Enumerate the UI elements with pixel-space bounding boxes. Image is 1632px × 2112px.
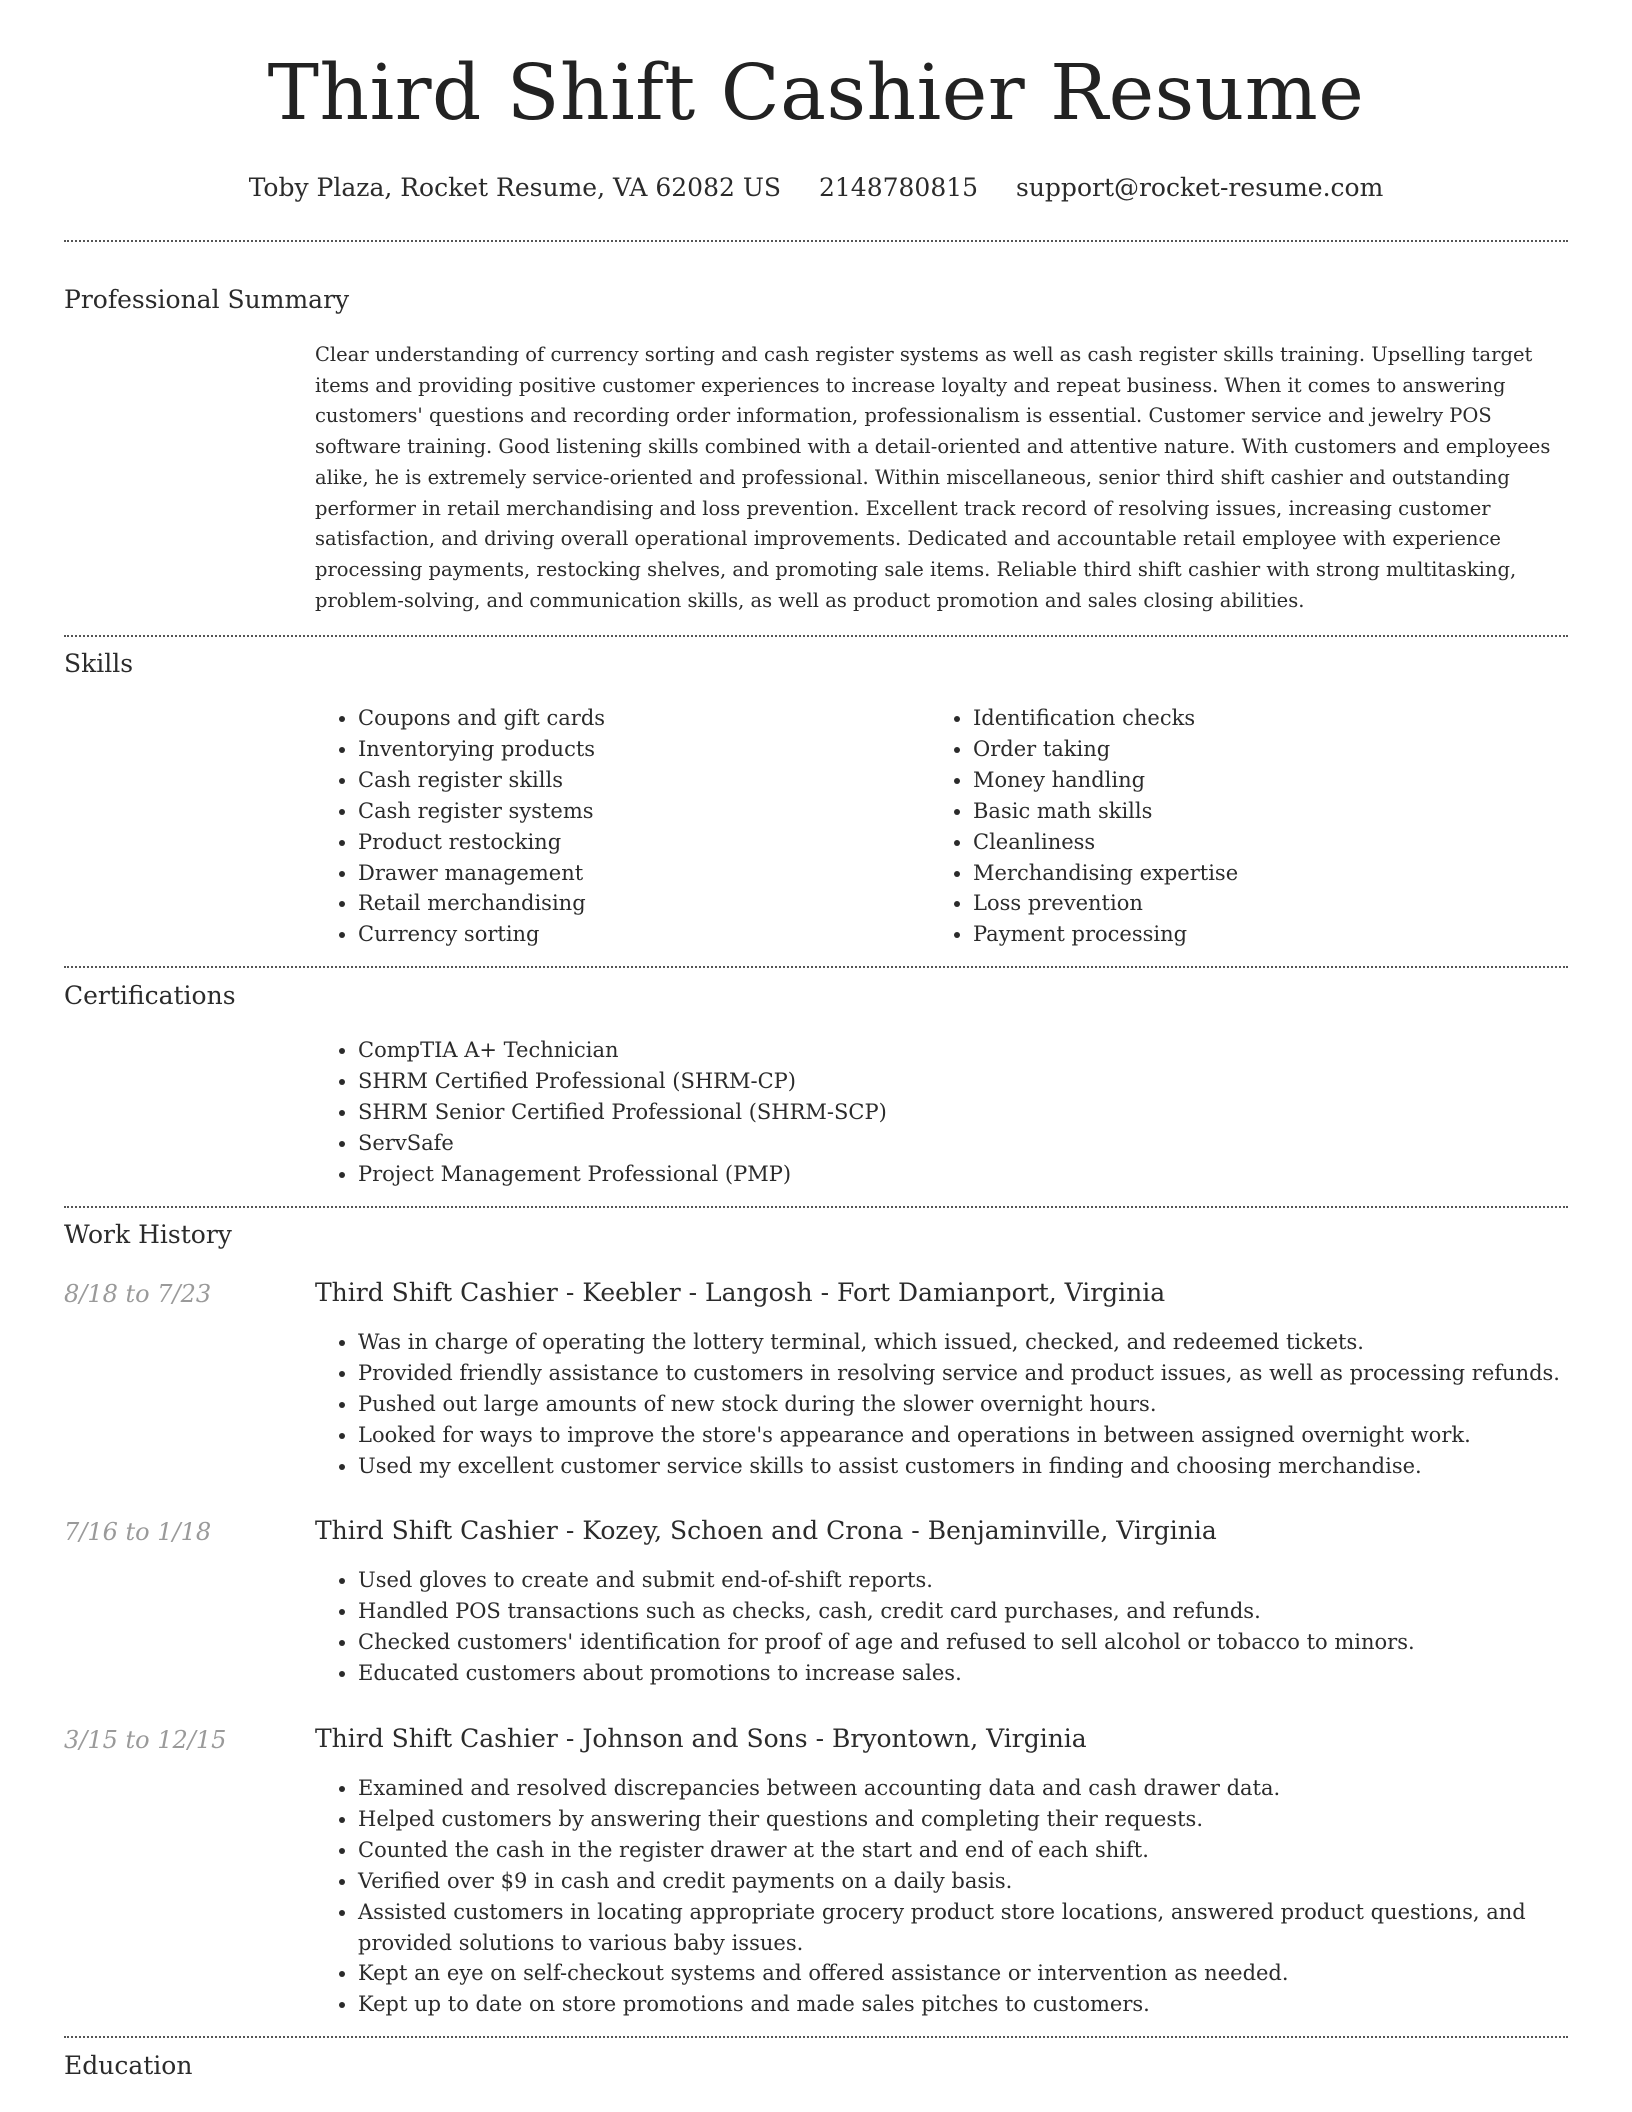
job-dates: 7/16 to 1/18 [64,1518,212,1546]
job-location: Bryontown, Virginia [832,1724,1087,1753]
job-bullet: • Verified over $9 in cash and credit payments on a daily basis. [358,1866,1603,1897]
section-title-work-history: Work History [64,1220,232,1249]
separator: - [565,1278,575,1307]
separator: - [911,1516,920,1545]
summary-text: Clear understanding of currency sorting and cash register systems as well as cash register skills training. Upselling target items and providing positive customer experiences to increase loyalty and repeat business. When it comes to answering customers' questions and recording order information, professionalism is essential. Customer service and jewelry POS software training. Good listening skills combined with a detail-oriented and attentive nature. With customers and employees alike, he is extremely service-oriented and professional. Within miscellaneous, senior third shift cashier and outstanding performer in retail merchandising and loss prevention. Excellent track record of resolving issues, increasing customer satisfaction, and driving overall operational improvements. Dedicated and accountable retail employee with experience processing payments, restocking shelves, and promoting sale items. Reliable third shift cashier with strong multitasking, problem-solving, and communication skills, as well as product promotion and sales closing abilities. [315,343,1551,612]
section-title-skills: Skills [64,649,134,678]
job-company: Keebler - Langosh [582,1278,813,1307]
contact-phone: 2148780815 [818,173,979,202]
skills-list-left [315,703,918,950]
job-bullet: • Checked customers' identification for proof of age and refused to sell alcohol or tobacco to minors. [358,1627,1588,1658]
section-title-summary: Professional Summary [64,285,350,314]
skill-item: • Currency sorting [358,919,918,950]
job-bullet: • Assisted customers in locating appropriate grocery product store locations, answered product questions, and provided solutions to various baby issues. [358,1897,1603,1959]
job-company: Kozey, Schoen and Crona [582,1516,904,1545]
separator: - [565,1724,575,1753]
certification-item: • SHRM Senior Certified Professional (SHRM-SCP) [358,1097,1558,1128]
skill-item: • Coupons and gift cards [358,703,918,734]
divider [64,2036,1568,2038]
divider [64,1206,1568,1208]
job-location: Fort Damianport, Virginia [837,1278,1166,1307]
contact-email: support@rocket-resume.com [1016,173,1384,202]
skills-list-right [930,703,1573,950]
skill-item: • Loss prevention [973,888,1573,919]
job-dates: 3/15 to 12/15 [64,1726,227,1754]
skill-item: • Cleanliness [973,827,1573,858]
certifications-list [315,1035,1558,1190]
job-bullet: • Educated customers about promotions to increase sales. [358,1658,1588,1689]
skill-item: • Drawer management [358,858,918,889]
skill-item: • Cash register skills [358,765,918,796]
job-company: Johnson and Sons [582,1724,808,1753]
divider [64,635,1568,637]
skill-item: • Product restocking [358,827,918,858]
job-heading [315,1515,1217,1547]
job-bullet: • Helped customers by answering their questions and completing their requests. [358,1804,1603,1835]
contact-address: Toby Plaza, Rocket Resume, VA 62082 US [248,173,782,202]
divider [64,240,1568,242]
job-heading [315,1277,1165,1309]
skill-item: • Inventorying products [358,734,918,765]
section-title-certifications: Certifications [64,981,236,1010]
certification-item: • CompTIA A+ Technician [358,1035,1558,1066]
job-bullet: • Kept up to date on store promotions and made sales pitches to customers. [358,1989,1603,2020]
job-bullet: • Kept an eye on self-checkout systems and offered assistance or intervention as needed. [358,1958,1603,1989]
job-bullet: • Used gloves to create and submit end-of-shift reports. [358,1565,1588,1596]
job-bullets [315,1565,1588,1689]
job-bullets [315,1773,1603,2020]
separator: - [815,1724,825,1753]
certification-item: • ServSafe [358,1128,1558,1159]
skill-item: • Payment processing [973,919,1573,950]
contact-line [0,171,1632,205]
skill-item: • Merchandising expertise [973,858,1573,889]
skill-item: • Money handling [973,765,1573,796]
job-heading [315,1723,1087,1755]
divider [64,966,1568,968]
job-bullet: • Provided friendly assistance to customers in resolving service and product issues, as well as processing refunds. [358,1358,1588,1389]
job-location: Benjaminville, Virginia [927,1516,1217,1545]
job-title: Third Shift Cashier [315,1724,558,1753]
section-title-education: Education [64,2051,193,2080]
job-bullet: • Pushed out large amounts of new stock during the slower overnight hours. [358,1389,1588,1420]
job-bullets [315,1327,1588,1482]
job-bullet: • Was in charge of operating the lottery terminal, which issued, checked, and redeemed tickets. [358,1327,1588,1358]
certification-item: • Project Management Professional (PMP) [358,1159,1558,1190]
job-title: Third Shift Cashier [315,1516,558,1545]
skill-item: • Order taking [973,734,1573,765]
job-bullet: • Used my excellent customer service skills to assist customers in finding and choosing merchandise. [358,1451,1588,1482]
job-dates: 8/18 to 7/23 [64,1280,212,1308]
job-bullet: • Looked for ways to improve the store's appearance and operations in between assigned overnight work. [358,1420,1588,1451]
skill-item: • Basic math skills [973,796,1573,827]
separator: - [820,1278,830,1307]
skill-item: • Retail merchandising [358,888,918,919]
skill-item: • Cash register systems [358,796,918,827]
certification-item: • SHRM Certified Professional (SHRM-CP) [358,1066,1558,1097]
separator: - [565,1516,575,1545]
page-title: Third Shift Cashier Resume [267,49,1365,138]
skill-item: • Identification checks [973,703,1573,734]
job-bullet: • Handled POS transactions such as checks, cash, credit card purchases, and refunds. [358,1596,1588,1627]
job-title: Third Shift Cashier [315,1278,558,1307]
job-bullet: • Examined and resolved discrepancies between accounting data and cash drawer data. [358,1773,1603,1804]
job-bullet: • Counted the cash in the register drawer at the start and end of each shift. [358,1835,1603,1866]
